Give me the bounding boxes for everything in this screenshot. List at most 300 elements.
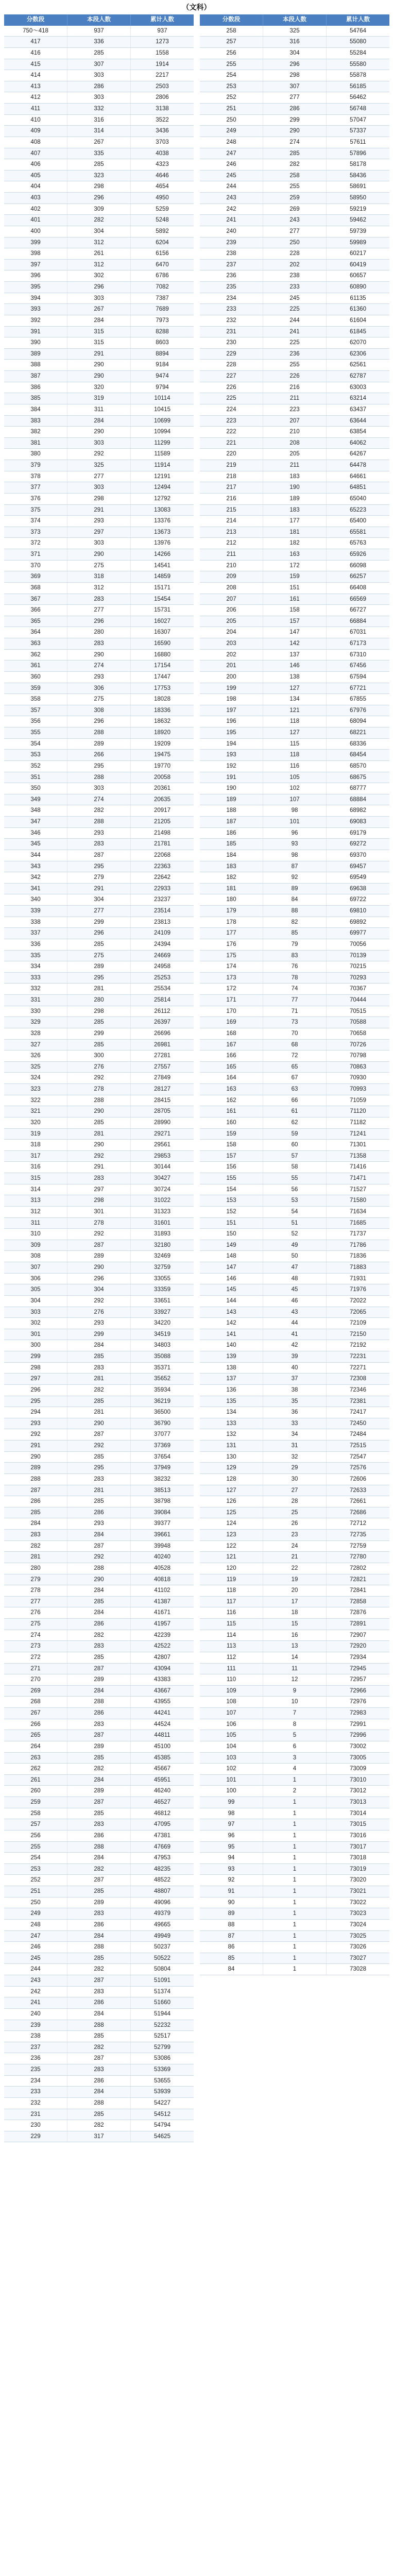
segment-count-cell: 278 [67, 1218, 130, 1229]
table-row [4, 1808, 194, 1820]
score-range-cell: 273 [30, 1643, 41, 1650]
score-range-cell: 183 [226, 863, 236, 870]
segment-count-cell: 287 [67, 2053, 130, 2064]
table-row [200, 438, 389, 449]
segment-count-cell: 315 [67, 337, 130, 348]
score-range-cell: 298 [30, 1364, 41, 1371]
score-range-cell: 218 [226, 473, 236, 480]
cumulative-count-cell: 60657 [326, 270, 389, 281]
score-range-cell: 247 [30, 1933, 41, 1939]
segment-count-cell: 29 [263, 1463, 326, 1473]
segment-count-cell: 307 [263, 81, 326, 92]
segment-count-cell: 1 [263, 1953, 326, 1964]
table-row [4, 360, 194, 371]
score-range-cell: 268 [30, 1699, 41, 1705]
score-range-cell: 154 [226, 1186, 236, 1193]
segment-count-cell: 225 [263, 304, 326, 315]
segment-count-cell: 285 [67, 1953, 130, 1964]
segment-count-cell: 24 [263, 1541, 326, 1552]
score-range-cell: 113 [226, 1643, 236, 1650]
table-row [4, 1251, 194, 1262]
score-range-cell: 318 [30, 1142, 41, 1148]
cumulative-count-cell: 4038 [130, 148, 194, 159]
cumulative-count-cell: 25814 [130, 995, 194, 1006]
score-range-cell: 378 [30, 473, 41, 480]
score-range-cell: 258 [226, 27, 236, 34]
cumulative-count-cell: 68884 [326, 794, 389, 805]
score-range-cell: 247 [226, 150, 236, 157]
table-row [4, 660, 194, 672]
cumulative-count-cell: 63437 [326, 404, 389, 415]
score-range-cell: 121 [226, 1554, 236, 1561]
table-row [4, 1307, 194, 1318]
table-row [4, 516, 194, 527]
segment-count-cell: 62 [263, 1117, 326, 1128]
cumulative-count-cell: 70930 [326, 1073, 389, 1083]
score-range-cell: 334 [30, 963, 41, 970]
score-range-cell: 279 [30, 1576, 41, 1583]
segment-count-cell: 121 [263, 705, 326, 716]
cumulative-count-cell: 17447 [130, 672, 194, 683]
score-range-cell: 122 [226, 1543, 236, 1549]
score-range-cell: 185 [226, 841, 236, 848]
table-row [4, 694, 194, 705]
table-row [200, 360, 389, 371]
score-range-cell: 245 [30, 1955, 41, 1961]
score-range-cell: 208 [226, 584, 236, 591]
table-row [200, 1786, 389, 1797]
table-row [4, 1730, 194, 1741]
score-range-cell: 349 [30, 796, 41, 803]
score-range-cell: 228 [226, 362, 236, 368]
score-range-cell: 234 [30, 2077, 41, 2084]
segment-count-cell: 46 [263, 1296, 326, 1307]
table-row [200, 772, 389, 784]
score-range-cell: 161 [226, 1108, 236, 1115]
cumulative-count-cell: 72759 [326, 1541, 389, 1552]
table-row [4, 951, 194, 962]
cumulative-count-cell: 10114 [130, 393, 194, 404]
cumulative-count-cell: 66098 [326, 561, 389, 571]
table-row [200, 1284, 389, 1296]
score-range-cell: 114 [226, 1632, 236, 1638]
score-range-cell: 234 [226, 295, 236, 301]
table-row [200, 872, 389, 884]
cumulative-count-cell: 36500 [130, 1407, 194, 1418]
score-range-cell: 289 [30, 1465, 41, 1471]
segment-count-cell: 285 [67, 1808, 130, 1819]
cumulative-count-cell: 7387 [130, 293, 194, 304]
cumulative-count-cell: 66727 [326, 605, 389, 616]
cumulative-count-cell: 35652 [130, 1374, 194, 1384]
segment-count-cell: 244 [263, 315, 326, 326]
table-row [4, 1652, 194, 1664]
cumulative-count-cell: 72547 [326, 1452, 389, 1463]
table-row [200, 1819, 389, 1831]
segment-count-cell: 205 [263, 449, 326, 460]
score-range-cell: 375 [30, 506, 41, 513]
segment-count-cell: 40 [263, 1363, 326, 1374]
segment-count-cell: 12 [263, 1674, 326, 1685]
table-row [200, 1797, 389, 1808]
segment-count-cell: 142 [263, 638, 326, 649]
table-row [200, 1641, 389, 1652]
cumulative-count-cell: 72576 [326, 1463, 389, 1473]
segment-count-cell: 284 [67, 2087, 130, 2097]
score-range-cell: 182 [226, 874, 236, 881]
score-range-cell: 146 [226, 1275, 236, 1282]
segment-count-cell: 285 [67, 1040, 130, 1050]
segment-count-cell: 298 [67, 181, 130, 192]
cumulative-count-cell: 12191 [130, 471, 194, 482]
table-row [4, 1641, 194, 1652]
segment-count-cell: 267 [67, 137, 130, 148]
table-row [200, 1351, 389, 1363]
table-row [4, 817, 194, 828]
score-range-cell: 389 [30, 350, 41, 357]
table-row [200, 1697, 389, 1708]
segment-count-cell: 27 [263, 1485, 326, 1496]
segment-count-cell: 296 [67, 282, 130, 293]
segment-count-cell: 18 [263, 1607, 326, 1618]
table-row [4, 2120, 194, 2131]
table-row [200, 148, 389, 160]
segment-count-cell: 102 [263, 783, 326, 794]
score-range-cell: 271 [30, 1665, 41, 1672]
segment-count-cell: 287 [67, 1541, 130, 1552]
score-range-cell: 176 [226, 941, 236, 947]
cumulative-count-cell: 53086 [130, 2053, 194, 2064]
table-row [4, 171, 194, 182]
cumulative-count-cell: 69083 [326, 817, 389, 827]
segment-count-cell: 267 [67, 304, 130, 315]
score-range-cell: 397 [30, 261, 41, 268]
cumulative-count-cell: 28415 [130, 1095, 194, 1106]
segment-count-cell: 34 [263, 1429, 326, 1440]
table-row [200, 583, 389, 594]
segment-count-cell: 284 [67, 2009, 130, 2020]
table-row [4, 2109, 194, 2121]
segment-count-cell: 22 [263, 1563, 326, 1574]
score-range-cell: 340 [30, 896, 41, 903]
table-row [4, 1920, 194, 1931]
score-range-cell: 142 [226, 1320, 236, 1327]
table-row [200, 995, 389, 1006]
score-range-cell: 244 [226, 183, 236, 190]
segment-count-cell: 138 [263, 672, 326, 683]
table-row [200, 1363, 389, 1374]
table-row [4, 1207, 194, 1218]
segment-count-cell: 1 [263, 1875, 326, 1886]
score-range-cell: 316 [30, 1164, 41, 1171]
cumulative-count-cell: 72976 [326, 1697, 389, 1707]
segment-count-cell: 287 [67, 850, 130, 861]
segment-count-cell: 127 [263, 727, 326, 738]
table-row [4, 1619, 194, 1630]
segment-count-cell: 282 [67, 2120, 130, 2131]
score-range-cell: 373 [30, 529, 41, 535]
cumulative-count-cell: 54227 [130, 2098, 194, 2109]
table-row [200, 906, 389, 917]
cumulative-count-cell: 70798 [326, 1050, 389, 1061]
score-range-cell: 211 [226, 551, 236, 557]
cumulative-count-cell: 37077 [130, 1429, 194, 1440]
segment-count-cell: 286 [67, 1997, 130, 2008]
score-range-cell: 153 [226, 1197, 236, 1204]
segment-count-cell: 281 [67, 1485, 130, 1496]
cumulative-count-cell: 2806 [130, 92, 194, 103]
segment-count-cell: 71 [263, 1006, 326, 1017]
segment-count-cell: 282 [67, 1764, 130, 1774]
cumulative-count-cell: 72920 [326, 1641, 389, 1652]
score-range-cell: 163 [226, 1086, 236, 1092]
table-row [4, 727, 194, 739]
segment-count-cell: 1 [263, 1853, 326, 1863]
score-range-cell: 207 [226, 596, 236, 602]
segment-count-cell: 49 [263, 1240, 326, 1251]
table-row [200, 1095, 389, 1107]
score-range-cell: 296 [30, 1386, 41, 1393]
cumulative-count-cell: 22363 [130, 861, 194, 872]
cumulative-count-cell: 43667 [130, 1686, 194, 1697]
score-range-cell: 98 [228, 1810, 235, 1817]
cumulative-count-cell: 71527 [326, 1184, 389, 1195]
cumulative-count-cell: 58950 [326, 193, 389, 204]
score-range-cell: 267 [30, 1710, 41, 1716]
score-range-cell: 110 [226, 1676, 236, 1683]
table-row [200, 660, 389, 672]
table-row [4, 2042, 194, 2054]
table-row [4, 1117, 194, 1129]
table-row [4, 494, 194, 505]
segment-count-cell: 286 [67, 2076, 130, 2087]
segment-count-cell: 275 [67, 694, 130, 705]
score-range-cell: 252 [226, 94, 236, 101]
segment-count-cell: 289 [67, 1674, 130, 1685]
segment-count-cell: 48 [263, 1274, 326, 1284]
table-row [200, 1953, 389, 1964]
table-row [4, 1296, 194, 1307]
segment-count-cell: 17 [263, 1597, 326, 1607]
score-range-cell: 169 [226, 1019, 236, 1026]
table-row [4, 1585, 194, 1597]
cumulative-count-cell: 4646 [130, 171, 194, 181]
table-row [4, 1975, 194, 1987]
table-row [200, 1296, 389, 1307]
cumulative-count-cell: 54764 [326, 26, 389, 37]
cumulative-count-cell: 68094 [326, 716, 389, 727]
score-range-cell: 396 [30, 273, 41, 279]
score-range-cell: 411 [30, 106, 41, 112]
score-range-cell: 107 [226, 1710, 236, 1716]
score-range-cell: 261 [30, 1776, 41, 1783]
score-range-cell: 178 [226, 919, 236, 925]
cumulative-count-cell: 72231 [326, 1351, 389, 1362]
score-range-cell: 94 [228, 1855, 235, 1861]
table-row [200, 92, 389, 104]
cumulative-count-cell: 38798 [130, 1496, 194, 1507]
segment-count-cell: 255 [263, 360, 326, 370]
table-row [200, 327, 389, 338]
score-range-cell: 106 [226, 1721, 236, 1727]
cumulative-count-cell: 69810 [326, 906, 389, 917]
score-range-cell: 140 [226, 1342, 236, 1349]
score-range-cell: 404 [30, 183, 41, 190]
table-row [4, 1050, 194, 1062]
cumulative-count-cell: 71416 [326, 1162, 389, 1173]
cumulative-count-cell: 5248 [130, 215, 194, 226]
cumulative-count-cell: 57611 [326, 137, 389, 148]
score-range-cell: 197 [226, 707, 236, 714]
segment-count-cell: 60 [263, 1140, 326, 1150]
cumulative-count-cell: 52232 [130, 2020, 194, 2031]
table-row [4, 1786, 194, 1797]
cumulative-count-cell: 73016 [326, 1831, 389, 1841]
table-row [4, 794, 194, 806]
segment-count-cell: 283 [67, 1719, 130, 1730]
cumulative-count-cell: 13673 [130, 527, 194, 538]
cumulative-count-cell: 24669 [130, 951, 194, 961]
cumulative-count-cell: 47095 [130, 1819, 194, 1830]
segment-count-cell: 37 [263, 1374, 326, 1384]
table-row [4, 1195, 194, 1207]
score-range-cell: 297 [30, 1376, 41, 1382]
table-row [4, 650, 194, 661]
score-range-cell: 97 [228, 1821, 235, 1828]
table-row [4, 1931, 194, 1942]
segment-count-cell: 281 [67, 1407, 130, 1418]
segment-count-cell: 282 [67, 805, 130, 816]
cumulative-count-cell: 10415 [130, 404, 194, 415]
cumulative-count-cell: 52799 [130, 2042, 194, 2053]
cumulative-count-cell: 63214 [326, 393, 389, 404]
cumulative-count-cell: 73014 [326, 1808, 389, 1819]
cumulative-count-cell: 19770 [130, 761, 194, 772]
segment-count-cell: 282 [67, 1630, 130, 1641]
segment-count-cell: 1 [263, 1897, 326, 1908]
cumulative-count-cell: 49665 [130, 1920, 194, 1930]
cumulative-count-cell: 57337 [326, 126, 389, 137]
score-range-cell: 317 [30, 1153, 41, 1159]
table-row [4, 26, 194, 37]
cumulative-count-cell: 13083 [130, 505, 194, 516]
table-row [200, 26, 389, 37]
segment-count-cell: 275 [67, 951, 130, 961]
segment-count-cell: 45 [263, 1284, 326, 1295]
segment-count-cell: 303 [67, 538, 130, 549]
segment-count-cell: 315 [67, 327, 130, 337]
score-range-cell: 170 [226, 1008, 236, 1014]
table-row [4, 1374, 194, 1385]
score-range-cell: 337 [30, 930, 41, 937]
score-range-cell: 276 [30, 1609, 41, 1616]
table-row [200, 1040, 389, 1051]
segment-count-cell: 134 [263, 694, 326, 705]
table-row [200, 1017, 389, 1028]
cumulative-count-cell: 71685 [326, 1218, 389, 1229]
segment-count-cell: 1 [263, 1931, 326, 1942]
table-row [4, 1908, 194, 1920]
cumulative-count-cell: 21205 [130, 817, 194, 827]
score-range-cell: 263 [30, 1754, 41, 1761]
score-range-cell: 275 [30, 1621, 41, 1627]
segment-count-cell: 63 [263, 1084, 326, 1095]
segment-count-cell: 286 [67, 1619, 130, 1630]
segment-count-cell: 105 [263, 772, 326, 783]
cumulative-count-cell: 70444 [326, 995, 389, 1006]
segment-count-cell: 6 [263, 1741, 326, 1752]
cumulative-count-cell: 8603 [130, 337, 194, 348]
cumulative-count-cell: 71737 [326, 1229, 389, 1240]
cumulative-count-cell: 71471 [326, 1173, 389, 1184]
table-row [200, 349, 389, 360]
segment-count-cell: 146 [263, 660, 326, 671]
cumulative-count-cell: 46812 [130, 1808, 194, 1819]
segment-count-cell: 76 [263, 961, 326, 972]
table-row [200, 516, 389, 527]
score-range-cell: 249 [30, 1910, 41, 1917]
cumulative-count-cell: 23237 [130, 894, 194, 905]
score-range-cell: 293 [30, 1420, 41, 1427]
score-range-cell: 365 [30, 618, 41, 624]
score-range-cell: 399 [30, 239, 41, 246]
segment-count-cell: 291 [67, 505, 130, 516]
cumulative-count-cell: 51374 [130, 1987, 194, 1997]
cumulative-count-cell: 62070 [326, 337, 389, 348]
score-range-cell: 155 [226, 1175, 236, 1181]
table-row [4, 2053, 194, 2064]
score-range-cell: 157 [226, 1153, 236, 1159]
table-row [200, 1607, 389, 1619]
score-range-cell: 244 [30, 1966, 41, 1973]
segment-count-cell: 283 [67, 1363, 130, 1374]
segment-count-cell: 283 [67, 839, 130, 850]
table-row [4, 1797, 194, 1808]
table-row [200, 984, 389, 995]
score-range-cell: 139 [226, 1353, 236, 1360]
table-row [200, 1129, 389, 1140]
table-row [200, 1853, 389, 1864]
table-row [200, 705, 389, 717]
score-range-cell: 151 [226, 1219, 236, 1226]
segment-count-cell: 289 [67, 961, 130, 972]
cumulative-count-cell: 69179 [326, 828, 389, 839]
table-row [200, 817, 389, 828]
score-range-cell: 173 [226, 974, 236, 981]
cumulative-count-cell: 65223 [326, 505, 389, 516]
score-range-cell: 227 [226, 373, 236, 379]
score-range-cell: 303 [30, 1309, 41, 1315]
segment-count-cell: 290 [67, 427, 130, 437]
score-range-cell: 87 [228, 1933, 235, 1939]
score-range-cell: 256 [226, 49, 236, 56]
table-row [200, 1073, 389, 1084]
cumulative-count-cell: 26397 [130, 1017, 194, 1028]
score-range-cell: 295 [30, 1398, 41, 1404]
table-row [4, 260, 194, 271]
table-row [4, 215, 194, 226]
table-row [4, 1240, 194, 1251]
segment-count-cell: 325 [67, 460, 130, 471]
cumulative-count-cell: 37949 [130, 1463, 194, 1473]
segment-count-cell: 285 [67, 1452, 130, 1463]
table-row [200, 1518, 389, 1530]
score-range-cell: 246 [30, 1944, 41, 1951]
table-row [4, 683, 194, 694]
score-range-cell: 376 [30, 495, 41, 502]
cumulative-count-cell: 48235 [130, 1864, 194, 1875]
segment-count-cell: 312 [67, 583, 130, 594]
